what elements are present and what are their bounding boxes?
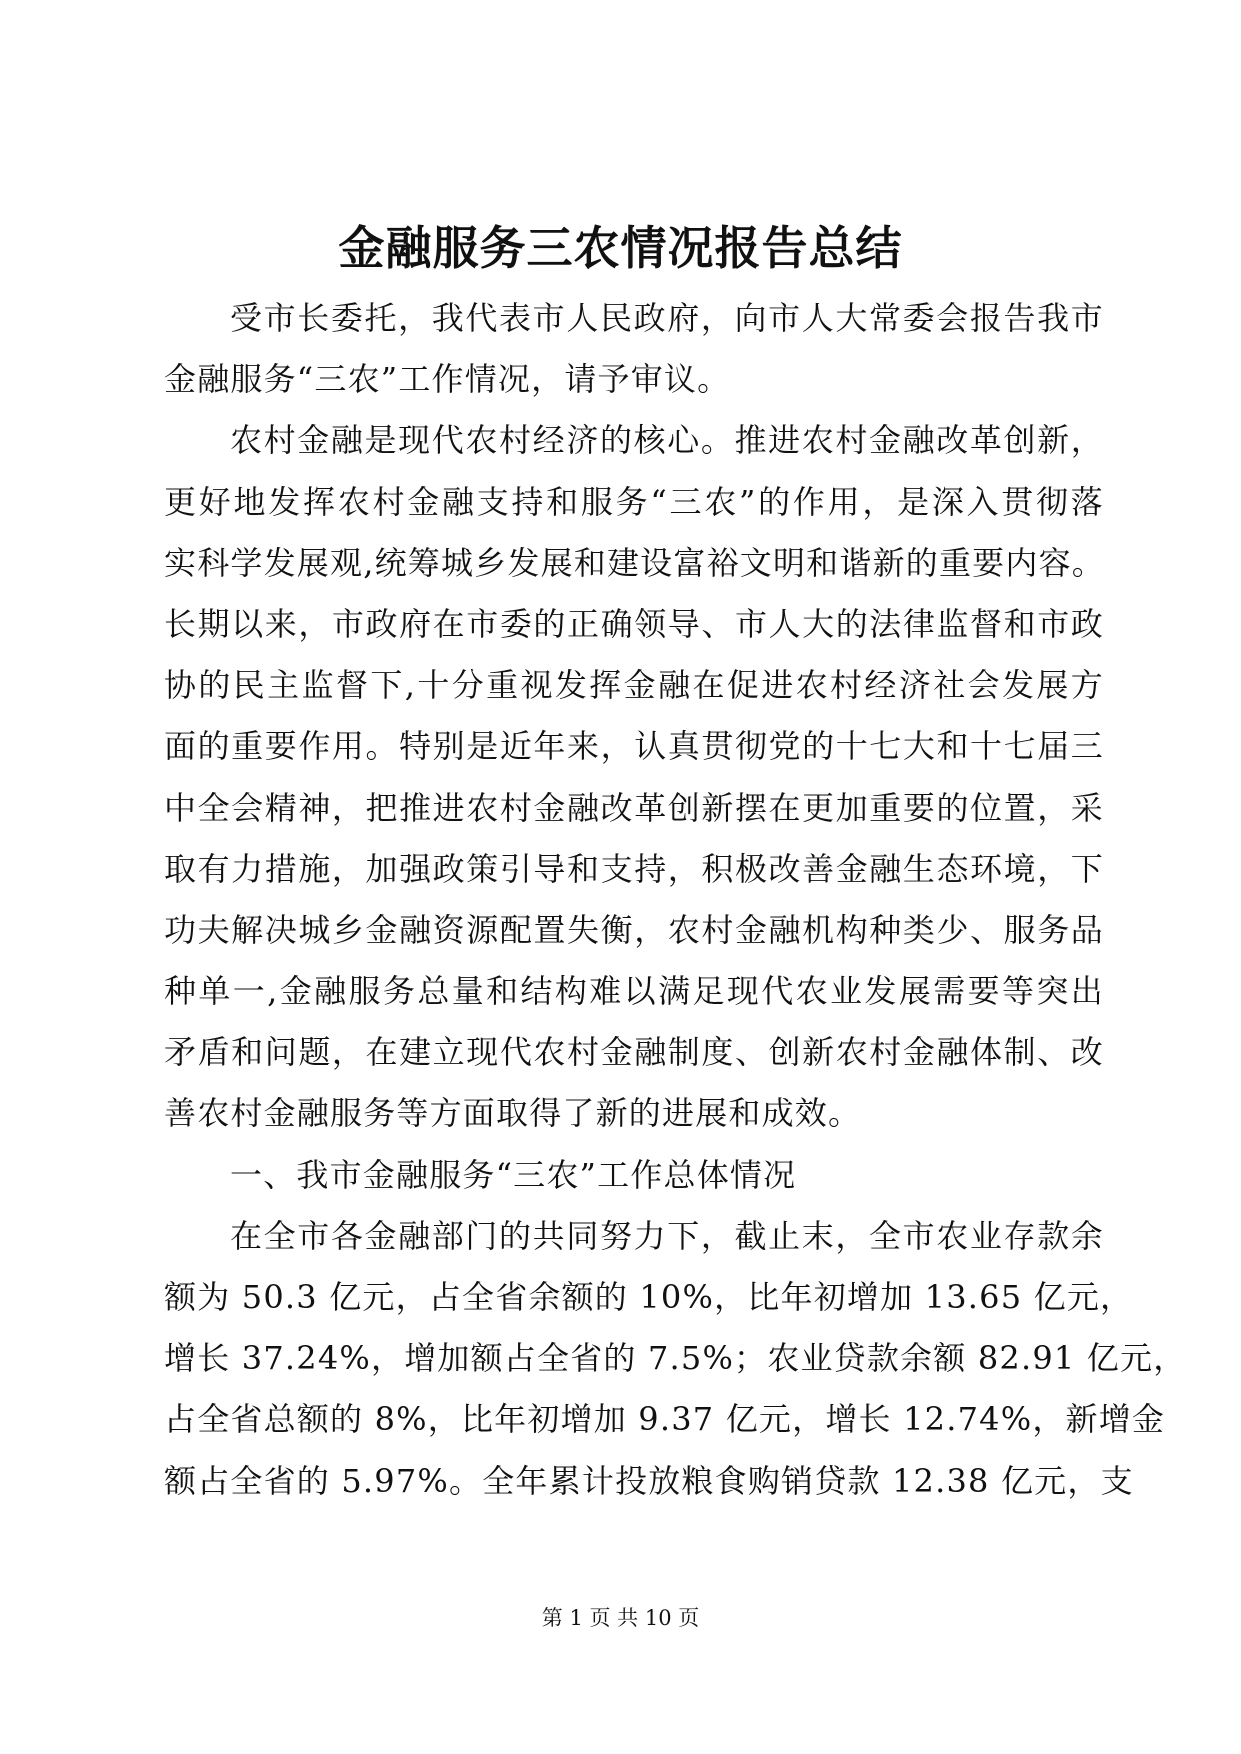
paragraph-line: 长期以来，市政府在市委的正确领导、市人大的法律监督和市政 bbox=[164, 604, 1104, 643]
paragraph-line: 协的民主监督下,十分重视发挥金融在促进农村经济社会发展方 bbox=[164, 666, 1104, 705]
paragraph-line: 在全市各金融部门的共同努力下，截止末，全市农业存款余 bbox=[230, 1216, 1104, 1255]
paragraph-line: 额为 50.3 亿元，占全省余额的 10%，比年初增加 13.65 亿元， bbox=[164, 1278, 1134, 1316]
page-footer: 第 1 页 共 10 页 bbox=[541, 1606, 700, 1630]
paragraph-line: 功夫解决城乡金融资源配置失衡，农村金融机构种类少、服务品 bbox=[164, 910, 1104, 949]
document-body bbox=[164, 288, 1187, 1512]
paragraph-line: 占全省总额的 8%，比年初增加 9.37 亿元，增长 12.74%，新增金 bbox=[164, 1400, 1166, 1439]
paragraph-line: 种单一,金融服务总量和结构难以满足现代农业发展需要等突出 bbox=[164, 972, 1104, 1011]
paragraph-line: 中全会精神，把推进农村金融改革创新摆在更加重要的位置，采 bbox=[164, 788, 1104, 827]
paragraph-line: 增长 37.24%，增加额占全省的 7.5%；农业贷款余额 82.91 亿元， bbox=[164, 1339, 1187, 1378]
paragraph-line: 农村金融是现代农村经济的核心。推进农村金融改革创新， bbox=[230, 421, 1104, 460]
section-heading: 一、我市金融服务“三农”工作总体情况 bbox=[230, 1155, 797, 1194]
paragraph-line: 受市长委托，我代表市人民政府，向市人大常委会报告我市 bbox=[230, 299, 1104, 337]
document-title: 金融服务三农情况报告总结 bbox=[338, 221, 903, 275]
paragraph-line: 更好地发挥农村金融支持和服务“三农”的作用，是深入贯彻落 bbox=[164, 482, 1104, 521]
paragraph-line: 矛盾和问题，在建立现代农村金融制度、创新农村金融体制、改 bbox=[164, 1033, 1104, 1072]
paragraph-line: 善农村金融服务等方面取得了新的进展和成效。 bbox=[164, 1094, 862, 1133]
paragraph-line: 取有力措施，加强政策引导和支持，积极改善金融生态环境，下 bbox=[164, 849, 1104, 888]
paragraph-line: 实科学发展观,统筹城乡发展和建设富裕文明和谐新的重要内容。 bbox=[164, 543, 1105, 582]
paragraph-line: 面的重要作用。特别是近年来，认真贯彻党的十七大和十七届三 bbox=[164, 727, 1104, 766]
paragraph-line: 额占全省的 5.97%。全年累计投放粮食购销贷款 12.38 亿元，支 bbox=[164, 1461, 1134, 1500]
paragraph-line: 金融服务“三农”工作情况，请予审议。 bbox=[164, 360, 731, 399]
